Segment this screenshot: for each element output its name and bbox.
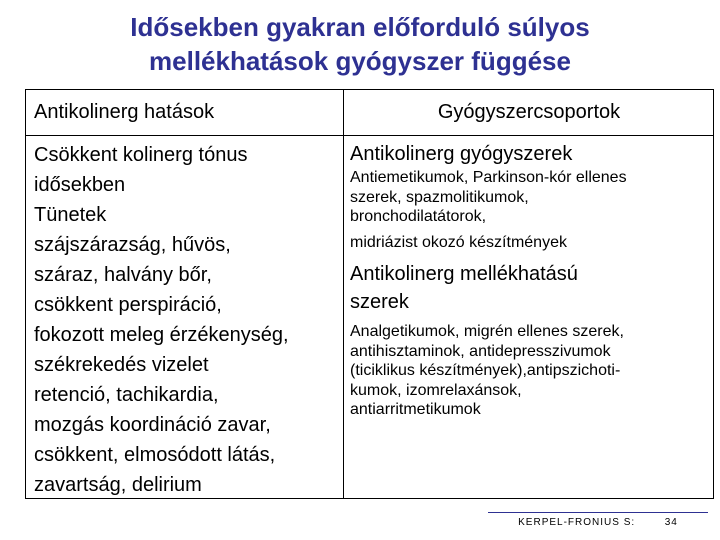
symptom-line: szájszárazság, hűvös, xyxy=(34,234,231,256)
anticholinergic-drugs-heading: Antikolinerg gyógyszerek xyxy=(350,143,573,165)
header-drug-groups: Gyógyszercsoportok xyxy=(437,101,621,123)
effects-column xyxy=(34,140,339,500)
drug-groups-column xyxy=(350,140,712,420)
page-number: 34 xyxy=(664,517,678,528)
slide-title-line-1: Idősekben gyakran előforduló súlyos xyxy=(130,12,590,42)
footer xyxy=(488,517,708,528)
effects-line: Csökkent kolinerg tónus xyxy=(34,144,248,166)
symptoms-heading: Tünetek xyxy=(34,204,107,226)
footer-author: KERPEL-FRONIUS S: xyxy=(518,517,636,528)
effects-line: idősekben xyxy=(34,174,126,196)
symptom-line: csökkent, elmosódott látás, xyxy=(34,444,276,466)
symptom-line: retenció, tachikardia, xyxy=(34,384,219,406)
side-effect-drugs-heading-line-1: Antikolinerg mellékhatású xyxy=(350,263,578,285)
symptom-line: székrekedés vizelet xyxy=(34,354,209,376)
anticholinergic-drugs-line: szerek, spazmolitikumok, xyxy=(350,188,529,206)
anticholinergic-drugs-line: Antiemetikumok, Parkinson-kór ellenes xyxy=(350,169,627,186)
slide-title-line-2: mellékhatások gyógyszer függése xyxy=(149,46,571,76)
anticholinergic-drugs-line: bronchodilatátorok, xyxy=(350,208,487,225)
side-effect-drugs-line: Analgetikumok, migrén ellenes szerek, xyxy=(350,323,624,340)
header-anticholinergic-effects: Antikolinerg hatások xyxy=(34,101,215,123)
symptom-line: zavartság, delirium xyxy=(34,474,202,496)
symptom-line: száraz, halvány bőr, xyxy=(34,264,212,286)
symptom-line: csökkent perspiráció, xyxy=(34,294,222,316)
side-effect-drugs-heading-line-2: szerek xyxy=(350,291,409,313)
anticholinergic-drugs-line: midriázist okozó készítmények xyxy=(350,233,567,251)
side-effect-drugs-line: antiarritmetikumok xyxy=(350,401,481,418)
table-header-divider xyxy=(26,135,713,136)
side-effect-drugs-line: (ticiklikus készítmények),antipszichoti- xyxy=(350,362,621,379)
table-column-divider xyxy=(343,90,344,498)
footer-rule xyxy=(488,512,708,513)
symptom-line: fokozott meleg érzékenység, xyxy=(34,324,289,346)
content-table xyxy=(25,89,714,499)
slide-title xyxy=(0,10,720,78)
side-effect-drugs-line: kumok, izomrelaxánsok, xyxy=(350,381,522,399)
symptom-line: mozgás koordináció zavar, xyxy=(34,414,271,436)
side-effect-drugs-line: antihisztaminok, antidepresszivumok xyxy=(350,342,611,360)
